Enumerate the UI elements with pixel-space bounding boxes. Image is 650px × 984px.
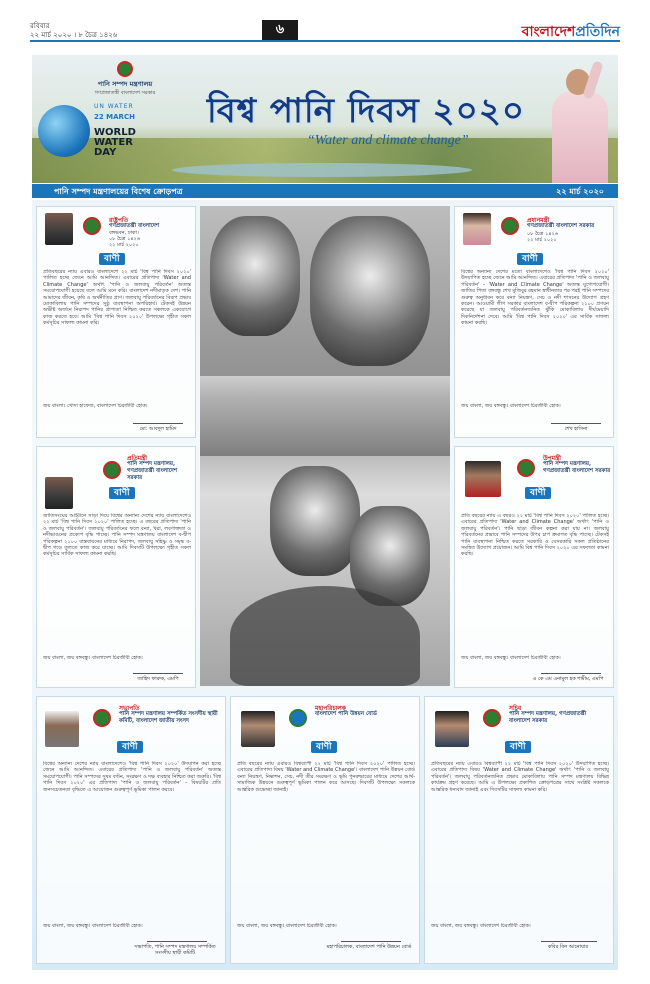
message-org: গণপ্রজাতন্ত্রী বাংলাদেশ	[109, 223, 160, 229]
message-card-prime-minister	[454, 206, 614, 438]
message-card-committee-chair	[36, 696, 226, 964]
ministry-sub: গণপ্রজাতন্ত্রী বাংলাদেশ সরকার	[94, 90, 156, 96]
prime-minister-photo	[544, 55, 614, 183]
message-date	[527, 231, 558, 243]
date-day: রবিবার	[30, 22, 50, 30]
message-closing: জয় বাংলা। খোদা হাফেজ, বাংলাদেশ চিরজীবী হোক।	[43, 403, 148, 409]
masthead-rule	[30, 40, 620, 42]
message-signatory: শেখ হাসিনা	[564, 426, 588, 432]
banner	[32, 55, 618, 183]
event-date: 22 MARCH	[94, 113, 135, 121]
message-role: সচিব	[509, 705, 522, 712]
message-closing: জয় বাংলা, জয় বঙ্গবন্ধু। বাংলাদেশ চিরজীবী হোক।	[461, 403, 561, 409]
logo-part-2: প্রতিদিন	[575, 24, 620, 40]
message-closing: জয় বাংলা, জয় বঙ্গবন্ধু। বাংলাদেশ চিরজীবী হোক।	[461, 655, 561, 661]
message-body: বিশ্বের অন্যান্য দেশের মতো বাংলাদেশেও 'বিশ্ব পানি দিবস ২০২০' উদযাপিত হচ্ছে জেনে আমি আনন্দিত। এবারের প্রতিপাদ্য 'পানি ও জলবায়ু পরিবর্তন' – 'Water and Climate Change' অত্যন্ত যুগোপযোগী। জাতির পিতা বঙ্গবন্ধু শেখ মুজিবুর রহমান স্বাধীনতার পর পরই পানি সম্পদের গুরুত্ব অনুধাবন করে বন্যা নিয়ন্ত্রণ, সেচ ও নদী শাসনের উদ্যোগ গ্রহণ করেন। আওয়ামী লীগ সরকার বাংলাদেশ ব-দ্বীপ পরিকল্পনা ২১০০ প্রণয়ন করেছে যা জলবায়ু পরিবর্তনজনিত ঝুঁকি মোকাবিলায় দীর্ঘমেয়াদি দিকনির্দেশনা দেবে। আমি 'বিশ্ব পানি দিবস ২০২০' এর সার্বিক সাফল্য কামনা করছি।	[461, 269, 609, 327]
government-emblem-icon	[483, 709, 501, 727]
message-heading: বাণী	[517, 253, 543, 265]
event-name	[94, 128, 136, 158]
message-card-state-minister	[36, 446, 196, 688]
signature-line	[341, 941, 401, 942]
collage-photo	[200, 376, 450, 456]
masthead-date	[30, 22, 117, 40]
masthead	[30, 20, 620, 52]
message-card-director-general	[230, 696, 420, 964]
message-heading: বাণী	[117, 741, 143, 753]
signature-line	[541, 673, 601, 674]
event-name-line-2: WATER	[94, 137, 133, 148]
messages-area	[32, 200, 618, 970]
logo-part-1: বাংলাদেশ	[521, 24, 576, 40]
message-card-deputy-minister	[454, 446, 614, 688]
message-body: প্রতিবছরের ন্যায় এবারও বাংলাদেশে ২২ মার্চ 'বিশ্ব পানি দিবস ২০২০' পালিত হচ্ছে জেনে আমি আনন্দিত। এবারের প্রতিপাদ্য 'Water and Climate Change' অর্থাৎ 'পানি ও জলবায়ু পরিবর্তন' অত্যন্ত সময়োপযোগী হয়েছে বলে আমি মনে করি। বাংলাদেশ নদীমাতৃক দেশ। পানি আমাদের জীবন, কৃষি ও অর্থনীতির প্রাণ। জলবায়ু পরিবর্তনের বিরূপ প্রভাব মোকাবিলায় পানি সম্পদের সুষ্ঠু ব্যবস্থাপনা অপরিহার্য। টেকসই উন্নয়ন অভীষ্ট অর্জনে নিরাপদ পানির প্রাপ্যতা নিশ্চিত করতে সকলকে একযোগে কাজ করতে হবে। আমি 'বিশ্ব পানি দিবস ২০২০' উপলক্ষ্যে গৃহীত সকল কর্মসূচির সাফল্য কামনা করি।	[43, 269, 191, 327]
event-name-line-1: WORLD	[94, 127, 136, 138]
signature-line	[541, 941, 597, 942]
message-date-bn: ০৮ চৈত্র ১৪২৬	[527, 231, 559, 237]
un-water-label: UN WATER	[94, 103, 134, 110]
banner-slogan: “Water and climate change”	[307, 133, 469, 148]
river-illustration	[172, 163, 472, 177]
message-body: বিশ্বের অন্যান্য দেশের ন্যায় বাংলাদেশেও 'বিশ্ব পানি দিবস ২০২০' উদযাপন করা হচ্ছে জেনে আমি আনন্দিত। এবারের প্রতিপাদ্য 'পানি ও জলবায়ু পরিবর্তন' অত্যন্ত সময়োপযোগী। পানি সম্পদের সুষম বণ্টন, সংরক্ষণ ও দক্ষ ব্যবহার নিশ্চিত করা জরুরি। 'বিশ্ব পানি দিবস ২০২০' এর প্রতিপাদ্য 'পানি ও জলবায়ু পরিবর্তন' – বিষয়টির প্রতি জনসচেতনতা বৃদ্ধিতে এ আয়োজন গুরুত্বপূর্ণ ভূমিকা পালন করবে।	[43, 761, 221, 793]
ministry-name: পানি সম্পদ মন্ত্রণালয়	[97, 80, 153, 88]
message-date-bn: ০৮ চৈত্র ১৪২৬	[109, 236, 141, 242]
globe-icon	[38, 105, 90, 157]
collage-photo	[230, 586, 420, 686]
message-signatory: কবির বিন আনোয়ার	[547, 944, 589, 950]
government-emblem-icon	[93, 709, 111, 727]
message-heading: বাণী	[99, 253, 125, 265]
message-org: পানি সম্পদ মন্ত্রণালয়, গণপ্রজাতন্ত্রী বাংলাদেশ সরকার	[543, 461, 611, 474]
portrait-photo	[45, 477, 73, 509]
message-body: প্রতি বছরের ন্যায় এবারও বিশ্বব্যাপী ২২ মার্চ 'বিশ্ব পানি দিবস ২০২০' পালিত হচ্ছে। এবারের প্রতিপাদ্য বিষয় 'Water and Climate Change'। বাংলাদেশ পানি উন্নয়ন বোর্ড বন্যা নিয়ন্ত্রণ, নিষ্কাশন, সেচ, নদী তীর সংরক্ষণ ও ভূমি পুনরুদ্ধারের মাধ্যমে দেশের আর্থ-সামাজিক উন্নয়নে গুরুত্বপূর্ণ ভূমিকা পালন করে আসছে। দিবসটি উপলক্ষ্যে সকলকে আন্তরিক শুভেচ্ছা জানাই।	[237, 761, 415, 793]
supplement-title: পানি সম্পদ মন্ত্রণালয়ের বিশেষ ক্রোড়পত্র	[54, 187, 183, 196]
photo-figure-body	[552, 91, 608, 183]
portrait-photo	[45, 711, 79, 747]
message-org: পানি সম্পদ মন্ত্রণালয় সম্পর্কিত সংসদীয় স্থায়ী কমিটি, বাংলাদেশ জাতীয় সংসদ	[119, 711, 218, 724]
message-role: সভাপতি	[119, 705, 140, 712]
message-body: জাতিসংঘের আহ্বানে সাড়া দিয়ে বিশ্বের অন্যান্য দেশের ন্যায় বাংলাদেশেও ২২ মার্চ 'বিশ্ব পানি দিবস ২০২০' পালিত হচ্ছে। এ বছরের প্রতিপাদ্য 'পানি ও জলবায়ু পরিবর্তন'। জলবায়ু পরিবর্তনের ফলে বন্যা, খরা, লবণাক্ততা ও নদীভাঙনের প্রকোপ বৃদ্ধি পাচ্ছে। পানি সম্পদ মন্ত্রণালয় বাংলাদেশ ব-দ্বীপ পরিকল্পনা ২১০০ বাস্তবায়নের মাধ্যমে নিরাপদ, জলবায়ু সহিষ্ণু ও সমৃদ্ধ ব-দ্বীপ গড়ে তুলতে কাজ করে যাচ্ছে। আমি দিবসটি উপলক্ষ্যে গৃহীত সকল কর্মসূচির সার্বিক সাফল্য কামনা করছি।	[43, 513, 191, 558]
message-heading: বাণী	[525, 487, 551, 499]
message-body: প্রতি বছরের ন্যায় এ বছরও ২২ মার্চ 'বিশ্ব পানি দিবস ২০২০' পালিত হচ্ছে। এবারের প্রতিপাদ্য 'Water and Climate Change' অর্থাৎ 'পানি ও জলবায়ু পরিবর্তন'। পানি ছাড়া জীবন কল্পনা করা যায় না। জলবায়ু পরিবর্তনের প্রভাবে পানি সম্পদের উপর চাপ ক্রমাগত বৃদ্ধি পাচ্ছে। টেকসই পানি ব্যবস্থাপনা নিশ্চিত করতে সরকারি ও বেসরকারি সকল প্রতিষ্ঠানের সমন্বিত উদ্যোগ প্রয়োজন। আমি বিশ্ব পানি দিবস ২০২০ এর সফলতা কামনা করছি।	[461, 513, 609, 558]
supplement-date: ২২ মার্চ ২০২০	[556, 187, 604, 196]
message-place-date	[109, 230, 140, 248]
message-role: মহাপরিচালক	[315, 705, 346, 712]
message-card-secretary	[424, 696, 614, 964]
collage-photo	[210, 216, 300, 336]
portrait-photo	[241, 711, 275, 747]
message-signatory: জাহিদ ফারুক, এমপি	[137, 676, 179, 682]
message-signatory: মহাপরিচালক, বাংলাদেশ পানি উন্নয়ন বোর্ড	[326, 944, 412, 950]
message-role: প্রতিমন্ত্রী	[127, 455, 147, 462]
page-number: ৬	[262, 20, 298, 40]
event-name-line-3: DAY	[94, 147, 117, 158]
bwdb-logo-icon	[289, 709, 307, 727]
message-card-president	[36, 206, 196, 438]
message-role: প্রধানমন্ত্রী	[527, 217, 550, 224]
message-heading: বাণী	[505, 741, 531, 753]
collage-photo	[270, 466, 360, 576]
signature-line	[147, 941, 207, 942]
message-org: পানি সম্পদ মন্ত্রণালয়, গণপ্রজাতন্ত্রী বাংলাদেশ সরকার	[127, 461, 178, 481]
government-emblem-icon	[501, 217, 519, 235]
message-role: রাষ্ট্রপতি	[109, 217, 129, 224]
signature-line	[551, 423, 601, 424]
message-date-en: ২২ মার্চ ২০২০	[527, 237, 557, 243]
message-org: গণপ্রজাতন্ত্রী বাংলাদেশ সরকার	[527, 223, 595, 229]
message-closing: জয় বাংলা, জয় বঙ্গবন্ধু। বাংলাদেশ চিরজীবী হোক।	[43, 923, 143, 929]
bangabandhu-photo-collage	[200, 206, 450, 686]
message-signatory: সভাপতি, পানি সম্পদ মন্ত্রণালয় সম্পর্কিত সংসদীয় স্থায়ী কমিটি	[134, 944, 216, 956]
government-emblem-icon	[83, 217, 101, 235]
message-heading: বাণী	[311, 741, 337, 753]
supplement-bar	[32, 184, 618, 198]
world-water-day-logo	[38, 99, 158, 169]
government-emblem-icon	[117, 61, 133, 77]
government-emblem-icon	[517, 459, 535, 477]
message-body: প্রতিবছরের ন্যায় এবারও বিশ্বব্যাপী ২২ মার্চ 'বিশ্ব পানি দিবস ২০২০' উদযাপিত হচ্ছে। এবারের প্রতিপাদ্য বিষয় 'Water and Climate Change' অর্থাৎ 'পানি ও জলবায়ু পরিবর্তন'। জলবায়ু পরিবর্তনজনিত প্রভাব মোকাবিলায় পানি সম্পদ মন্ত্রণালয় বিভিন্ন কার্যক্রম গ্রহণ করেছে। আমি এ উপলক্ষ্যে প্রকাশিত ক্রোড়পত্রের সাথে সংশ্লিষ্ট সকলকে আন্তরিক ধন্যবাদ জানাই এবং দিবসটির সাফল্য কামনা করি।	[431, 761, 609, 793]
portrait-photo	[463, 213, 491, 245]
message-signatory: এ কে এম এনামুল হক শামীম, এমপি	[532, 676, 604, 682]
collage-photo	[310, 216, 430, 366]
message-place: বঙ্গভবন, ঢাকা।	[109, 230, 139, 236]
message-org: পানি সম্পদ মন্ত্রণালয়, গণপ্রজাতন্ত্রী বাংলাদেশ সরকার	[509, 711, 587, 724]
ministry-logo	[80, 61, 170, 98]
portrait-photo	[465, 461, 501, 497]
signature-line	[133, 423, 183, 424]
date-full: ২২ মার্চ ২০২০ । ৮ চৈত্র ১৪২৬	[30, 31, 118, 39]
message-role: উপমন্ত্রী	[543, 455, 561, 462]
portrait-photo	[45, 213, 73, 245]
message-closing: জয় বাংলা, জয় বঙ্গবন্ধু। বাংলাদেশ চিরজীবী হোক।	[43, 655, 143, 661]
signature-line	[133, 673, 183, 674]
message-date-en: ২২ মার্চ ২০২০	[109, 242, 139, 248]
message-closing: জয় বাংলা, জয় বঙ্গবন্ধু। বাংলাদেশ চিরজীবী হোক।	[431, 923, 531, 929]
banner-title: বিশ্ব পানি দিবস ২০২০	[207, 91, 525, 131]
message-closing: জয় বাংলা, জয় বঙ্গবন্ধু। বাংলাদেশ চিরজীবী হোক।	[237, 923, 337, 929]
government-emblem-icon	[103, 461, 121, 479]
message-signatory: মো: আবদুল হামিদ	[139, 426, 177, 432]
message-heading: বাণী	[109, 487, 135, 499]
message-org: বাংলাদেশ পানি উন্নয়ন বোর্ড	[315, 711, 377, 717]
portrait-photo	[435, 711, 469, 747]
